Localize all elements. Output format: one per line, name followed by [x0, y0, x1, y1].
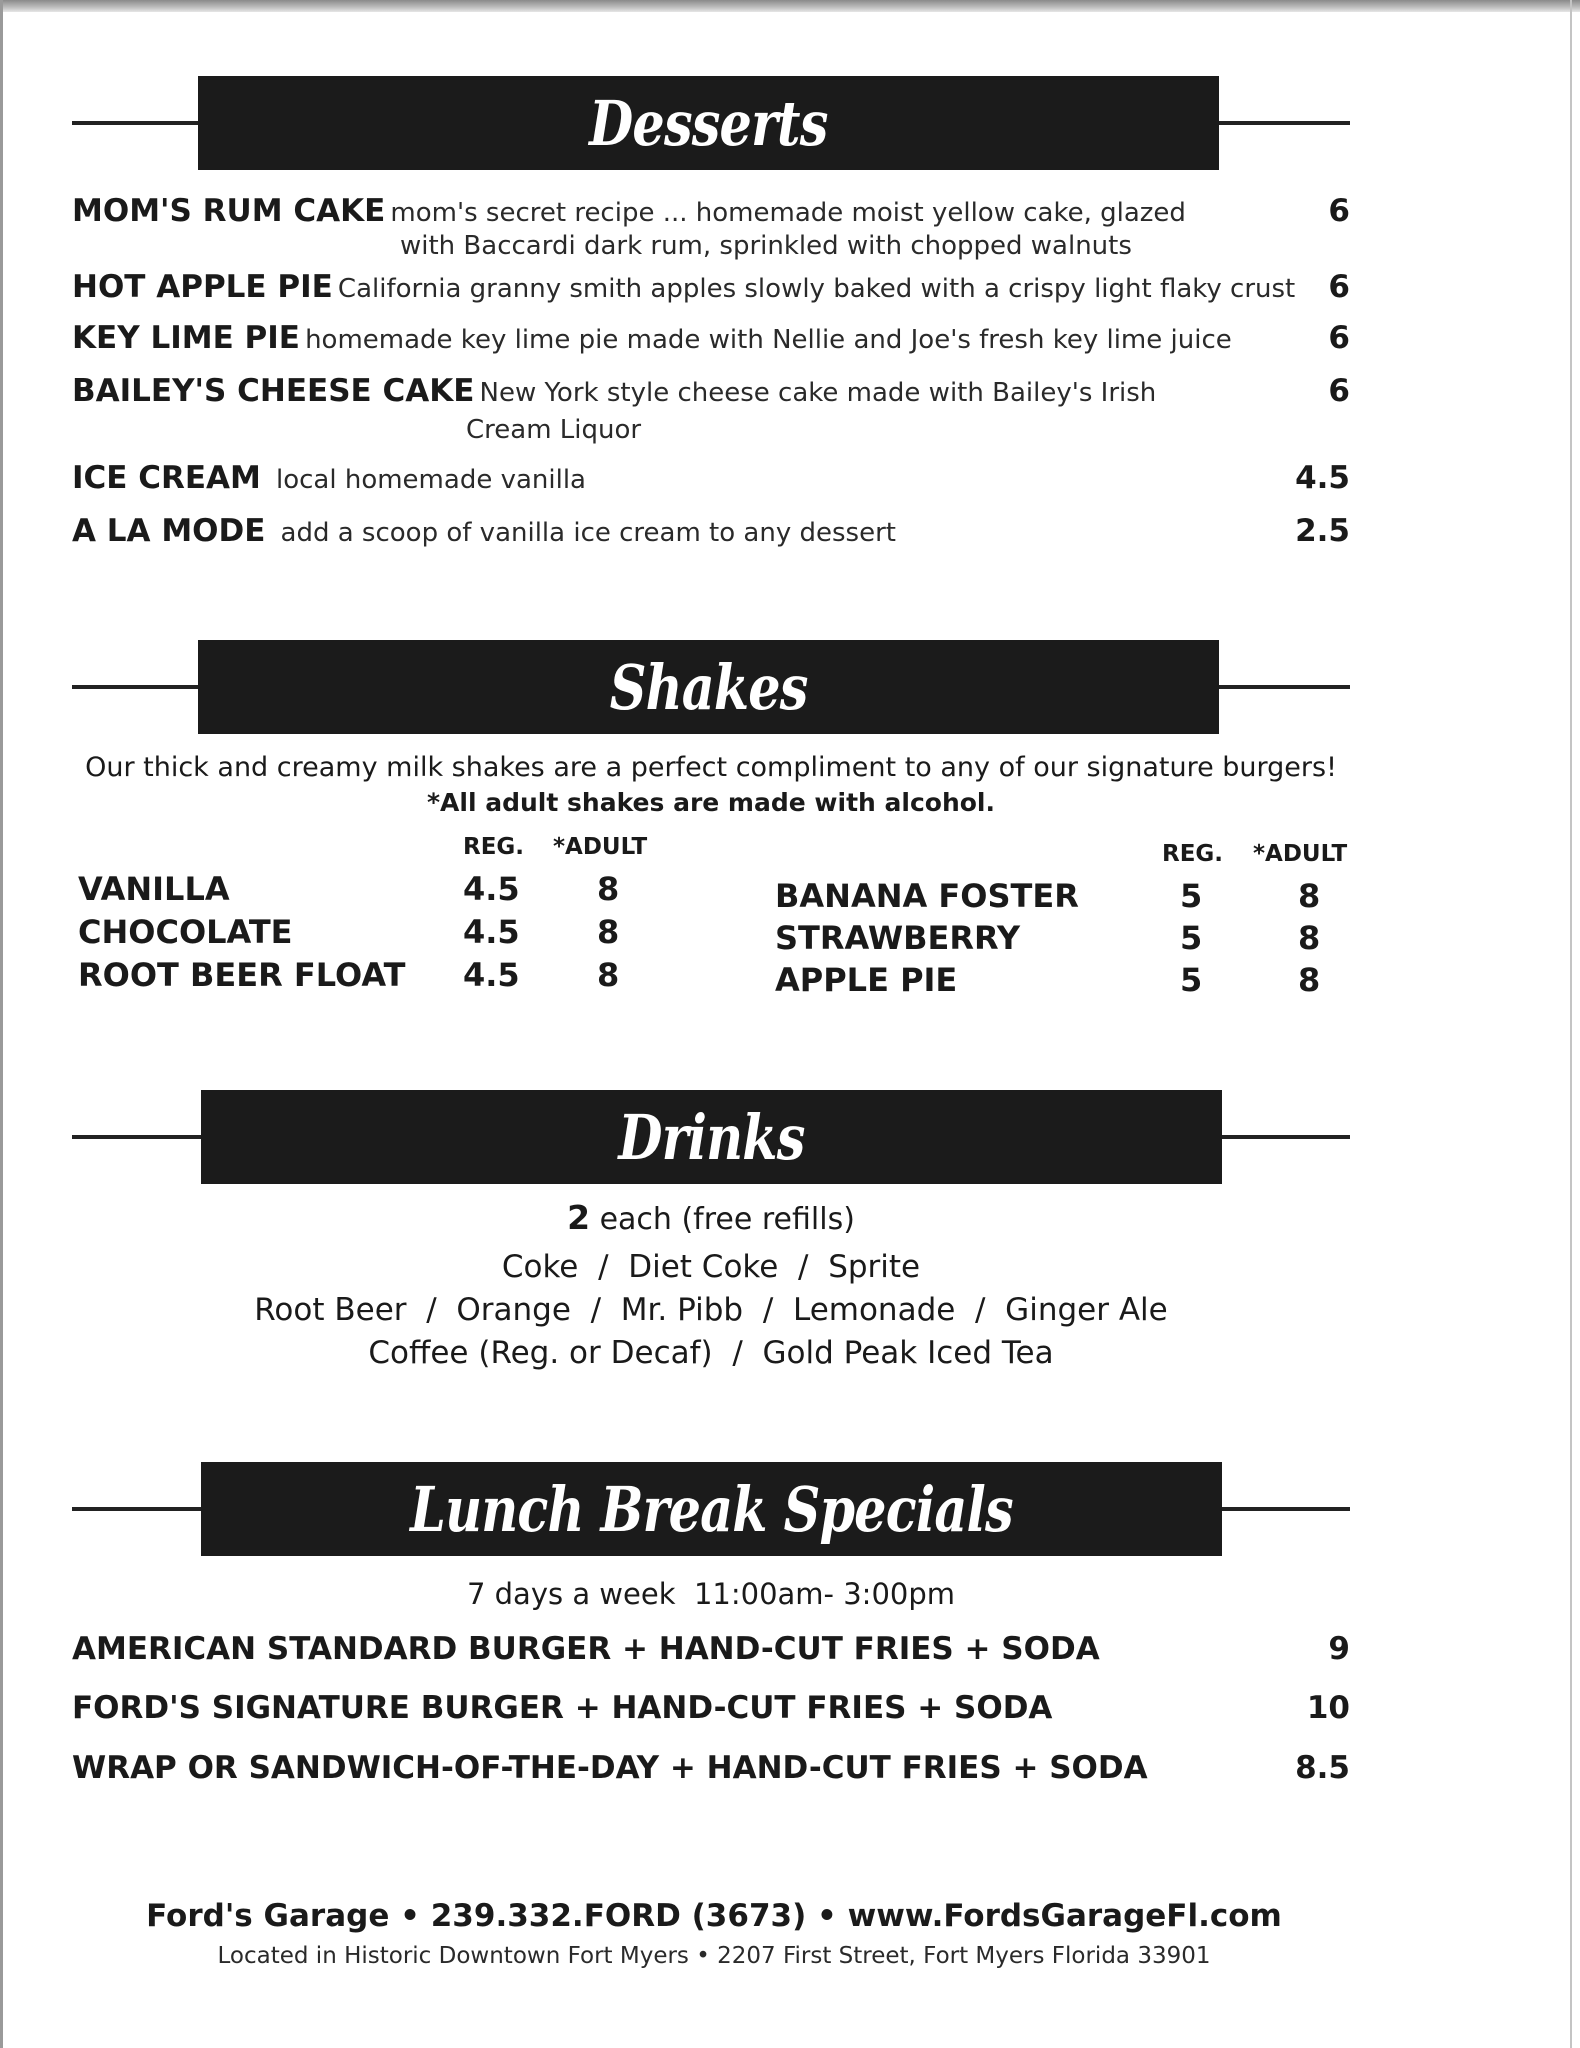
lunch-special-item	[72, 1690, 1350, 1726]
drinks-list-line: Coke / Diet Coke / Sprite	[501, 1249, 921, 1285]
drinks-price-line	[72, 1198, 1350, 1237]
lunch-header	[72, 1462, 1350, 1556]
lunch-special-name: FORD'S SIGNATURE BURGER + HAND-CUT FRIES + SODA	[72, 1690, 1053, 1726]
dessert-item	[72, 513, 1350, 549]
page-top-border	[0, 0, 1580, 12]
drinks-header-bar	[201, 1090, 1222, 1184]
drinks-title: Drinks	[618, 1100, 805, 1174]
shake-name: ROOT BEER FLOAT	[78, 956, 406, 994]
shake-adult-price: 8	[597, 870, 620, 908]
lunch-hours: 7 days a week 11:00am- 3:00pm	[466, 1577, 955, 1611]
shakes-adult-header: *ADULT	[1253, 841, 1348, 867]
dessert-desc: New York style cheese cake made with Bailey's Irish	[479, 378, 1157, 408]
dessert-name: BAILEY'S CHEESE CAKE	[72, 373, 475, 409]
dessert-desc: mom's secret recipe ... homemade moist yellow cake, glazed	[390, 198, 1186, 228]
dessert-price: 6	[1328, 373, 1350, 409]
shake-reg-price: 4.5	[463, 913, 520, 951]
dessert-desc: local homemade vanilla	[276, 465, 586, 495]
dessert-desc: California granny smith apples slowly baked with a crispy light flaky crust	[337, 274, 1296, 304]
dessert-item	[72, 320, 1350, 356]
lunch-special-name: AMERICAN STANDARD BURGER + HAND-CUT FRIES + SODA	[72, 1631, 1100, 1667]
dessert-name: ICE CREAM	[72, 460, 261, 496]
lunch-special-price: 8.5	[1295, 1750, 1350, 1786]
lunch-special-price: 9	[1328, 1631, 1350, 1667]
shakes-adult-header: *ADULT	[553, 834, 648, 860]
dessert-item	[72, 373, 1350, 409]
shakes-reg-header: REG.	[463, 834, 525, 860]
dessert-name: HOT APPLE PIE	[72, 269, 333, 305]
dessert-name: A LA MODE	[72, 513, 266, 549]
dessert-name: MOM'S RUM CAKE	[72, 193, 386, 229]
shake-adult-price: 8	[1298, 961, 1321, 999]
shake-reg-price: 5	[1180, 961, 1203, 999]
dessert-price: 6	[1328, 193, 1350, 229]
page-right-border	[1570, 0, 1572, 2048]
shakes-title: Shakes	[609, 650, 808, 724]
dessert-item	[72, 269, 1350, 305]
dessert-desc-continued: with Baccardi dark rum, sprinkled with chopped walnuts	[400, 231, 1132, 261]
page-left-border	[0, 0, 3, 2048]
shakes-note: *All adult shakes are made with alcohol.	[426, 788, 996, 817]
dessert-item	[72, 193, 1350, 229]
shake-adult-price: 8	[597, 913, 620, 951]
drinks-header	[72, 1090, 1350, 1184]
lunch-special-name: WRAP OR SANDWICH-OF-THE-DAY + HAND-CUT FRIES + SODA	[72, 1750, 1148, 1786]
footer-address: Located in Historic Downtown Fort Myers • 2207 First Street, Fort Myers Florida 33901	[217, 1943, 1211, 1969]
shake-adult-price: 8	[597, 956, 620, 994]
lunch-special-item	[72, 1631, 1350, 1667]
desserts-header	[72, 76, 1350, 170]
desserts-title: Desserts	[589, 86, 828, 160]
lunch-title: Lunch Break Specials	[410, 1472, 1013, 1546]
dessert-price: 2.5	[1295, 513, 1350, 549]
shake-name: STRAWBERRY	[775, 919, 1021, 957]
shake-reg-price: 4.5	[463, 870, 520, 908]
dessert-desc: add a scoop of vanilla ice cream to any dessert	[280, 518, 896, 548]
dessert-price: 4.5	[1295, 460, 1350, 496]
lunch-special-price: 10	[1306, 1690, 1350, 1726]
shakes-header	[72, 640, 1350, 734]
lunch-special-item	[72, 1750, 1350, 1786]
shake-reg-price: 5	[1180, 919, 1203, 957]
dessert-price: 6	[1328, 320, 1350, 356]
drinks-price-note: each (free refills)	[599, 1202, 855, 1237]
shakes-header-bar	[198, 640, 1219, 734]
footer-contact: Ford's Garage • 239.332.FORD (3673) • www.FordsGarageFl.com	[146, 1898, 1282, 1934]
shake-name: BANANA FOSTER	[775, 877, 1079, 915]
shake-name: APPLE PIE	[775, 961, 958, 999]
dessert-item	[72, 460, 1350, 496]
shakes-reg-header: REG.	[1162, 841, 1224, 867]
lunch-header-bar	[201, 1462, 1222, 1556]
drinks-list-line: Root Beer / Orange / Mr. Pibb / Lemonade / Ginger Ale	[254, 1292, 1168, 1328]
shake-name: VANILLA	[78, 870, 230, 908]
shake-adult-price: 8	[1298, 919, 1321, 957]
dessert-desc: homemade key lime pie made with Nellie and Joe's fresh key lime juice	[305, 325, 1232, 355]
shake-adult-price: 8	[1298, 877, 1321, 915]
drinks-list-line: Coffee (Reg. or Decaf) / Gold Peak Iced Tea	[368, 1335, 1054, 1371]
dessert-desc-continued: Cream Liquor	[466, 415, 642, 445]
shake-reg-price: 5	[1180, 877, 1203, 915]
dessert-price: 6	[1328, 269, 1350, 305]
dessert-name: KEY LIME PIE	[72, 320, 300, 356]
shakes-intro: Our thick and creamy milk shakes are a perfect compliment to any of our signature burgers!	[85, 752, 1337, 783]
desserts-header-bar	[198, 76, 1219, 170]
shake-name: CHOCOLATE	[78, 913, 293, 951]
shake-reg-price: 4.5	[463, 956, 520, 994]
drinks-price: 2	[567, 1198, 591, 1237]
